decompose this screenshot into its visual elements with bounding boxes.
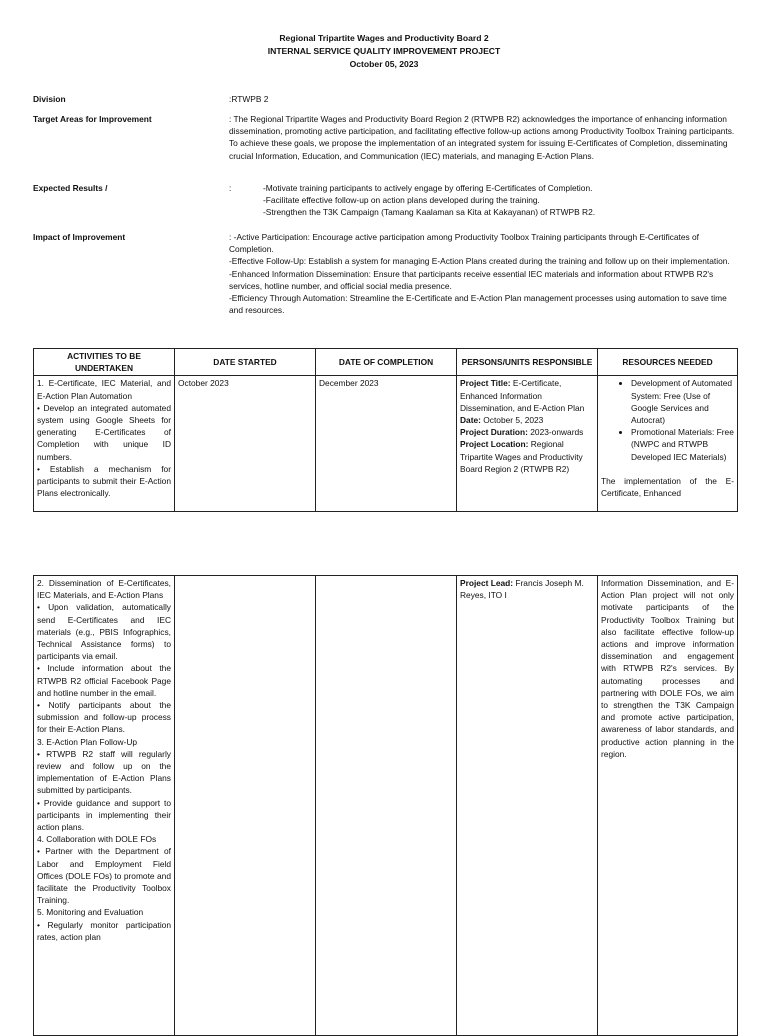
project-lead-entry: Project Lead: Francis Joseph M. Reyes, ITO I (460, 578, 584, 601)
resources-description: The implementation of the E-Certificate, Enhanced (601, 475, 734, 499)
activity-item: • Establish a mechanism for participants to submit their E-Action Plans electronically. (37, 463, 171, 499)
project-title-entry: Project Title: E-Certificate, Enhanced Information Dissemination, and E-Action Plan (460, 378, 585, 413)
project-location-entry: Project Location: Regional Tripartite Wages and Productivity Board Region 2 (RTWPB R2) (460, 439, 583, 474)
project-title: INTERNAL SERVICE QUALITY IMPROVEMENT PROJECT (267, 46, 501, 56)
table-header-row (34, 349, 738, 376)
impact-value (229, 231, 737, 316)
expected-result-line: -Facilitate effective follow-up on action plans developed during the training. (263, 195, 540, 206)
persons-cell (457, 576, 598, 1036)
project-date-entry: Date: October 5, 2023 (460, 415, 544, 426)
resource-item: • Promotional Materials: Free (NWPC and RTWPB Developed IEC Materials) (631, 426, 734, 463)
activity-item: 4. Collaboration with DOLE FOs (37, 834, 157, 845)
impact-line: -Effective Follow-Up: Establish a system for managing E-Action Plans created during the training and follow up on their implementation. (229, 256, 730, 267)
persons-cell (457, 376, 598, 512)
activity-item: 5. Monitoring and Evaluation (37, 907, 144, 918)
resources-list (601, 377, 734, 462)
header-resources-needed: RESOURCES NEEDED (598, 349, 738, 376)
impact-line: -Enhanced Information Dissemination: Ensure that participants receive essential IEC materials and information about RTWPB R2's services, hotline number, and official social media presence. (229, 268, 714, 291)
activity-item: • Provide guidance and support to participants in implementing their action plans. (37, 797, 171, 833)
expected-results-label: Expected Results / (33, 183, 108, 193)
resources-cell (598, 376, 738, 512)
activity-item: • Regularly monitor participation rates, action plan (37, 919, 171, 942)
division-label: Division (33, 94, 66, 104)
header-persons-responsible: PERSONS/UNITS RESPONSIBLE (457, 349, 598, 376)
impact-line: -Efficiency Through Automation: Streamline the E-Certificate and E-Action Plan management processes using automation to save time and resources. (229, 292, 727, 316)
activity-item: • RTWPB R2 staff will regularly review and follow up on the implementation of E-Action Plans submitted by participants. (37, 748, 171, 796)
activity-item: 2. Dissemination of E-Certificates, IEC Materials, and E-Action Plans (37, 578, 171, 601)
activity-item: 3. E-Action Plan Follow-Up (37, 736, 138, 747)
impact-line: : -Active Participation: Encourage active participation among Productivity Toolbox Training participants through E-Certificates of Completion. (229, 232, 700, 255)
activity-item: 1. E-Certificate, IEC Material, and E-Action Plan Automation (37, 378, 171, 401)
table-row (34, 576, 738, 1036)
resources-cell: Information Dissemination, and E-Action Plan project will not only motivate participants of the Productivity Toolbox Training but also facilitate effective follow-up actions and improve information dissemination and engagement with RTWPB R2's services. By automating processes and partnering with DOLE FOs, we aim to strengthen the T3K Campaign and promote active participation, awareness of labor standards, and productive action planning in the region. (598, 576, 738, 1036)
date-completion-cell (316, 576, 457, 1036)
target-areas-label: Target Areas for Improvement (33, 114, 152, 124)
date-completion-cell: December 2023 (316, 376, 457, 512)
activities-table-page1 (33, 348, 738, 512)
document-date: October 05, 2023 (349, 59, 419, 69)
board-title: Regional Tripartite Wages and Productivity Board 2 (279, 33, 489, 43)
header-activities: ACTIVITIES TO BE UNDERTAKEN (34, 349, 175, 376)
division-value: :RTWPB 2 (229, 94, 269, 104)
document-header (0, 32, 768, 71)
expected-result-line: -Strengthen the T3K Campaign (Tamang Kaalaman sa Kita at Kakayanan) of RTWPB R2. (263, 207, 596, 218)
table-row (34, 376, 738, 512)
activities-cell (34, 376, 175, 512)
activity-item: • Upon validation, automatically send E-Certificates and IEC materials (e.g., PBIS Infographics, Technical Assistance forms) to participants via email. (37, 602, 171, 662)
header-date-completion: DATE OF COMPLETION (316, 349, 457, 376)
activity-item: • Develop an integrated automated system using Google Sheets for generating E-Certificates of Completion with unique ID numbers. (37, 402, 171, 462)
target-areas-value: : The Regional Tripartite Wages and Productivity Board Region 2 (RTWPB R2) acknowledges the importance of enhancing information dissemination, promoting active participation, and facilitating effective follow-up actions among Productivity Toolbox Training participants. To achieve these goals, we propose the implementation of an integrated system for issuing E-Certificates of Completion, disseminating crucial Information, Education, and Communication (IEC) materials, and managing E-Action Plans. (229, 114, 735, 161)
resource-item: • Development of Automated System: Free (Use of Google Services and Autocrat) (631, 377, 734, 426)
activities-table-page2 (33, 575, 738, 1036)
activity-item: • Include information about the RTWPB R2 official Facebook Page and hotline number in the email. (37, 663, 171, 698)
expected-colon: : (229, 183, 232, 193)
header-date-started: DATE STARTED (175, 349, 316, 376)
impact-label: Impact of Improvement (33, 232, 126, 242)
activity-item: • Notify participants about the submission and follow-up process for their E-Action Plans. (37, 700, 171, 735)
activity-item: • Partner with the Department of Labor and Employment Field Offices (DOLE FOs) to promote and facilitate the Productivity Toolbox Training. (37, 846, 171, 906)
activities-cell (34, 576, 175, 1036)
date-started-cell: October 2023 (175, 376, 316, 512)
expected-results-value (229, 182, 737, 219)
date-started-cell (175, 576, 316, 1036)
expected-result-line: : -Motivate training participants to actively engage by offering E-Certificates of Completion. (229, 183, 593, 193)
project-duration-entry: Project Duration: 2023-onwards (460, 427, 584, 438)
